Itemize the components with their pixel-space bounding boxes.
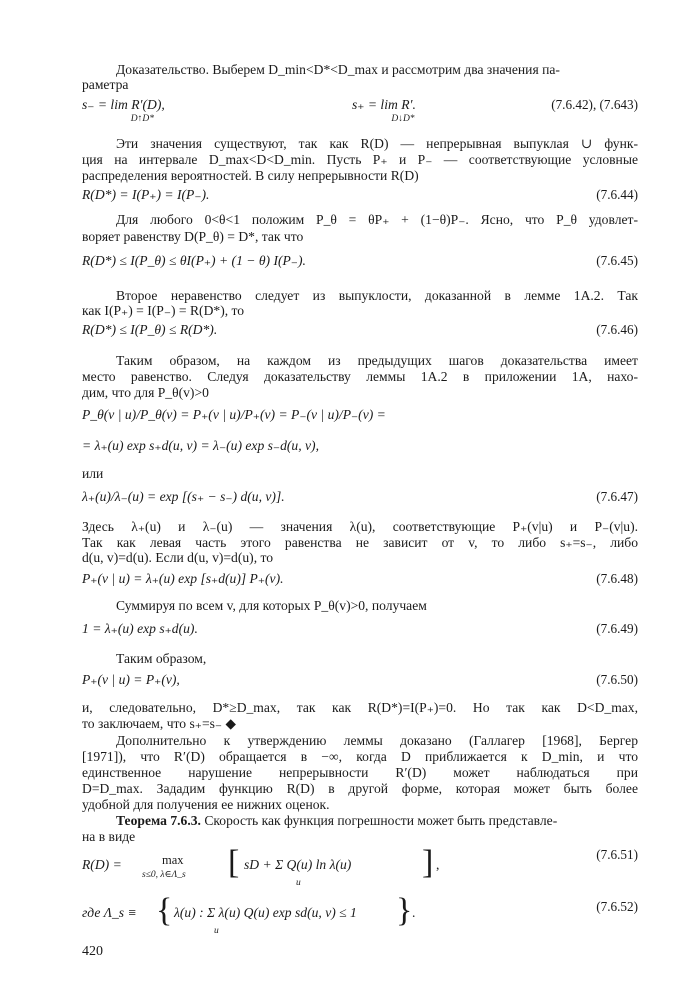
equation-7-6-48: P₊(v | u) = λ₊(u) exp [s₊d(u)] P₊(v). (82, 571, 284, 586)
para-equality-3: дим, что для P_θ(v)>0 (82, 385, 209, 400)
eq52-body: λ(u) : Σ λ(u) Q(u) exp sd(u, v) ≤ 1 (174, 905, 357, 920)
eq51-sum-sub: u (296, 878, 301, 888)
page-number: 420 (82, 944, 103, 959)
para-conclusion-2: то заключаем, что s₊=s₋ ◆ (82, 716, 236, 731)
equation-7-6-49: 1 = λ₊(u) exp s₊d(u). (82, 621, 198, 636)
para-existence-3: распределения вероятностей. В силу непрерывности R(D) (82, 168, 419, 183)
para-equality-1: Таким образом, на каждом из предыдущих шагов доказательства имеет (116, 353, 638, 368)
eq51-max-sub: s≤0, λ∈Λ_s (142, 870, 186, 880)
equation-number-7-6-42-43: (7.6.42), (7.643) (551, 97, 638, 112)
eq51-max: max (162, 853, 184, 867)
word-ili: или (82, 466, 104, 481)
equation-7-6-51 (82, 846, 638, 890)
equation-number-7-6-44: (7.6.44) (596, 187, 638, 202)
equation-ratio-line-2: = λ₊(u) exp s₊d(u, v) = λ₋(u) exp s₋d(u, v), (82, 438, 319, 453)
para-thus: Таким образом, (116, 651, 207, 666)
eq43-right-sub: D↓D* (391, 114, 415, 124)
para-existence-2: ция на интервале D_max<D<D_min. Пусть P₊ и P₋ — соответствующие условные (82, 152, 638, 167)
para-theta-2: воряет равенству D(P_θ) = D*, так что (82, 229, 304, 244)
proof-line-2: раметра (82, 77, 129, 92)
eq42-left-sub: D↑D* (130, 114, 154, 124)
eq51-comma: , (436, 857, 440, 872)
equation-7-6-44: R(D*) = I(P₊) = I(P₋). (82, 187, 210, 202)
theorem-heading: Теорема 7.6.3. (116, 813, 201, 828)
equation-7-6-46: R(D*) ≤ I(P_θ) ≤ R(D*). (82, 322, 218, 337)
para-equality-2: место равенство. Следуя доказательству леммы 1А.2 в приложении 1А, нахо- (82, 369, 638, 384)
equation-7-6-45: R(D*) ≤ I(P_θ) ≤ θI(P₊) + (1 − θ) I(P₋). (82, 253, 306, 268)
para-theta-1: Для любого 0<θ<1 положим P_θ = θP₊ + (1−θ)P₋. Ясно, что P_θ удовлет- (116, 212, 638, 227)
para-conclusion-1: и, следовательно, D*≥D_max, так как R(D*)=I(P₊)=0. Но так как D<D_max, (82, 700, 638, 715)
equation-7-6-47: λ₊(u)/λ₋(u) = exp [(s₊ − s₋) d(u, v)]. (82, 489, 285, 504)
equation-number-7-6-46: (7.6.46) (596, 322, 638, 337)
eq51-body: sD + Σ Q(u) ln λ(u) (244, 857, 352, 872)
equation-ratio-line-1: P_θ(v | u)/P_θ(v) = P₊(v | u)/P₊(v) = P₋(v | u)/P₋(v) = (82, 407, 386, 422)
equation-number-7-6-51: (7.6.51) (596, 847, 638, 862)
para-convexity-1: Второе неравенство следует из выпуклости, доказанной в лемме 1А.2. Так (116, 288, 638, 303)
para-existence-1: Эти значения существуют, так как R(D) — непрерывная выпуклая ∪ функ- (116, 136, 638, 151)
para-additional-1: Дополнительно к утверждению леммы доказано (Галлагер [1968], Бергер (116, 733, 638, 748)
eq43-right: s₊ = lim R′. (352, 97, 416, 112)
equation-number-7-6-47: (7.6.47) (596, 489, 638, 504)
para-additional-4: D=D_max. Зададим функцию R(D) в другой форме, которая может быть более (82, 781, 638, 796)
eq52-sum-sub: u (214, 926, 219, 936)
eq52-lhs: где Λ_s ≡ (82, 905, 137, 920)
para-lambda-3: d(u, v)=d(u). Если d(u, v)=d(u), то (82, 550, 274, 565)
equation-number-7-6-52: (7.6.52) (596, 899, 638, 914)
para-lambda-1: Здесь λ₊(u) и λ₋(u) — значения λ(u), соответствующие P₊(v|u) и P₋(v|u). (82, 519, 638, 534)
para-additional-3: единственное нарушение непрерывности R′(D) может наблюдаться при (82, 765, 638, 780)
equation-7-6-50: P₊(v | u) = P₊(v), (82, 672, 180, 687)
eq51-bracket-left: [ (228, 844, 240, 881)
eq52-period: . (412, 905, 416, 920)
para-lambda-2: Так как левая часть этого равенства не зависит от v, то либо s₊=s₋, либо (82, 535, 638, 550)
theorem-text-1: Скорость как функция погрешности может быть представле- (204, 813, 558, 828)
theorem-line-2: на в виде (82, 829, 136, 844)
theorem-line-1 (82, 813, 638, 829)
equation-number-7-6-49: (7.6.49) (596, 621, 638, 636)
equation-7-6-52 (82, 892, 638, 942)
para-convexity-2: как I(P₊) = I(P₋) = R(D*), то (82, 303, 245, 318)
equation-number-7-6-48: (7.6.48) (596, 571, 638, 586)
eq42-left: s₋ = lim R′(D), (82, 97, 165, 112)
eq51-lhs: R(D) = (82, 857, 122, 872)
proof-line-1: Доказательство. Выберем D_min<D*<D_max и рассмотрим два значения па- (116, 62, 560, 77)
equation-number-7-6-45: (7.6.45) (596, 253, 638, 268)
para-additional-2: [1971]), что R′(D) обращается в −∞, когда D приближается к D_min, и что (82, 749, 638, 764)
equation-number-7-6-50: (7.6.50) (596, 672, 638, 687)
para-additional-5: удобной для получения ее нижних оценок. (82, 797, 330, 812)
eq52-brace-left: { (156, 892, 173, 929)
para-summing: Суммируя по всем v, для которых P_θ(v)>0, получаем (116, 598, 427, 613)
eq51-bracket-right: ] (422, 844, 434, 881)
eq52-brace-right: } (396, 892, 413, 929)
